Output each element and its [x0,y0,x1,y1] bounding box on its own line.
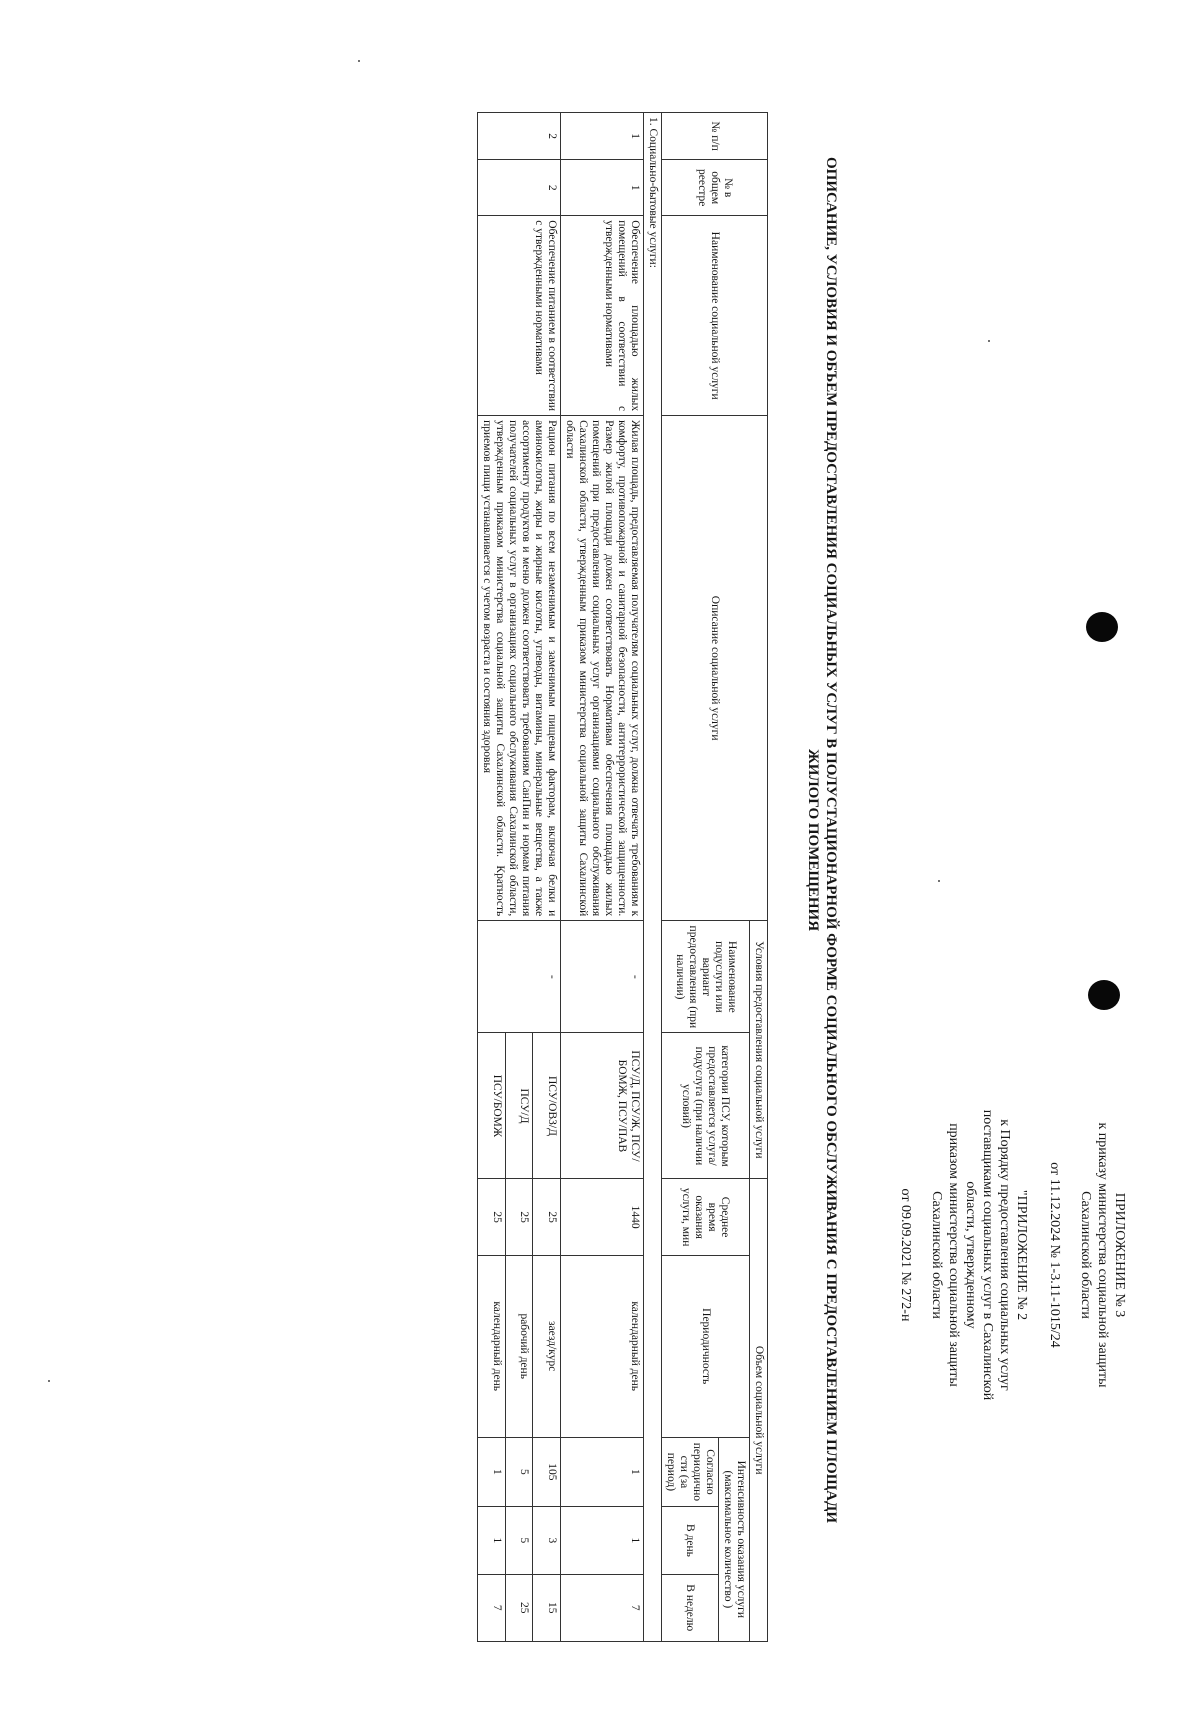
row-registry: 2 [478,160,561,216]
appendix2-date: от 09.09.2021 № 272-н [898,1188,913,1322]
appendix2-line: приказом министерства социальной защиты [946,1123,961,1387]
header-categories: категории ПСУ, которым предоставляется услуга/ подуслуга (при наличии условий) [662,1033,750,1179]
per-week: 15 [533,1574,561,1641]
punch-hole [1088,980,1120,1010]
appendix2-line: Сахалинской области [929,1191,944,1319]
per-week: 25 [505,1574,533,1641]
appendix2-line: к Порядку предоставления социальных услуг [997,1119,1012,1391]
header-per-week: В неделю [662,1574,719,1641]
services-table [477,112,768,1642]
periodicity: календарный день [561,1255,644,1437]
scan-speck [938,880,940,882]
appendix2-line: поставщиками социальных услуг в Сахалинской [980,1109,995,1401]
per-day: 1 [561,1507,644,1574]
scan-speck [358,60,360,62]
per-week: 7 [561,1574,644,1641]
table-row [533,113,561,1642]
appendix-header [897,1045,1128,1465]
scan-speck [48,1380,50,1382]
header-volume: Объем социальной услуги [750,1179,768,1642]
header-intensity: Интенсивность оказания услуги (максимальное количество ) [719,1437,750,1641]
header-subservice: Наименование подуслуги или вариант предоставления (при наличии) [662,921,750,1033]
categories: ПСУ/Д, ПСУ/Ж, ПСУ/БОМЖ, ПСУ/ПАВ [561,1033,644,1179]
per-day: 5 [505,1507,533,1574]
per-period: 105 [533,1437,561,1507]
row-num: 2 [478,113,561,160]
service-name: Обеспечение площадью жилых помещений в соответствии с утвержденными нормативами [561,216,644,416]
header-per-day: В день [662,1507,719,1574]
row-registry: 1 [561,160,644,216]
header-service-name: Наименование социальной услуги [662,216,768,416]
avg-time: 25 [505,1179,533,1255]
service-name: Обеспечение питанием в соответствии с утвержденными нормативами [478,216,561,416]
per-period: 5 [505,1437,533,1507]
appendix3-title: ПРИЛОЖЕНИЕ № 3 [1112,1192,1127,1318]
document-title: ОПИСАНИЕ, УСЛОВИЯ И ОБЪЕМ ПРЕДОСТАВЛЕНИЯ СОЦИАЛЬНЫХ УСЛУГ В ПОЛУСТАЦИОНАРНОЙ ФОРМЕ СОЦИАЛЬНОГО ОБСЛУЖИВАНИЯ С ПРЕДОСТАВЛЕНИЕМ ПЛОЩАДИ ЖИЛОГО ПОМЕЩЕНИЯ [805,157,839,1523]
section-heading: 1. Социально-бытовые услуги: [644,113,662,1642]
row-num: 1 [561,113,644,160]
appendix3-date: от 11.12.2024 № 1-3.11-1015/24 [1047,1162,1062,1348]
header-description: Описание социальной услуги [662,416,768,921]
categories: ПСУ/Д [505,1033,533,1179]
appendix3-line: Сахалинской области [1078,1191,1093,1319]
avg-time: 25 [478,1179,506,1255]
per-week: 7 [478,1574,506,1641]
subservice: - [478,921,561,1033]
header-per-period: Согласно периодично сти (за период) [662,1437,719,1507]
header-registry-num: № в общем реестре [662,160,768,216]
per-period: 1 [478,1437,506,1507]
appendix3-line: к приказу министерства социальной защиты [1095,1122,1110,1388]
service-description: Рацион питания по всем незаменимым и заменимым пищевым факторам, включая белки и аминокислоты, жиры и жирные кислоты, углеводы, витамины, минеральные вещества, а также ассортименту продуктов и меню должен соответствовать требованиям СанПин и нормам питания получателей социальных услуг в организациях социального обслуживания Сахалинской области, утвержденным приказом министерства социальной защиты Сахалинской области. Кратность приемов пищи устанавливается с учетом возраста и состояния здоровья [478,416,561,921]
appendix2-line: области, утвержденному [963,1181,978,1329]
appendix2-title: "ПРИЛОЖЕНИЕ № 2 [1014,1189,1029,1321]
punch-hole [1086,612,1118,642]
categories: ПСУ/ОВЗ/Д [533,1033,561,1179]
avg-time: 1440 [561,1179,644,1255]
categories: ПСУ/БОМЖ [478,1033,506,1179]
header-conditions: Условия предоставления социальной услуги [750,921,768,1179]
per-period: 1 [561,1437,644,1507]
table-row [561,113,644,1642]
service-description: Жилая площадь, предоставляемая получателям социальных услуг, должна отвечать требованиям к комфорту, противопожарной и санитарной безопасности, антитеррористической защищенности. Размер жилой площади должен соответствовать Нормативам обеспечения площадью жилых помещений при предоставлении социальных услуг организациями социального обслуживания Сахалинской области, утвержденным приказом министерства социальной защиты Сахалинской области [561,416,644,921]
periodicity: заезд/курс [533,1255,561,1437]
periodicity: календарный день [478,1255,506,1437]
avg-time: 25 [533,1179,561,1255]
header-avg-time: Среднее время оказания услуги, мин [662,1179,750,1255]
scan-speck [988,340,990,342]
subservice: - [561,921,644,1033]
header-periodicity: Периодичность [662,1255,750,1437]
header-num: № п/п [662,113,768,160]
per-day: 1 [478,1507,506,1574]
periodicity: рабочий день [505,1255,533,1437]
per-day: 3 [533,1507,561,1574]
